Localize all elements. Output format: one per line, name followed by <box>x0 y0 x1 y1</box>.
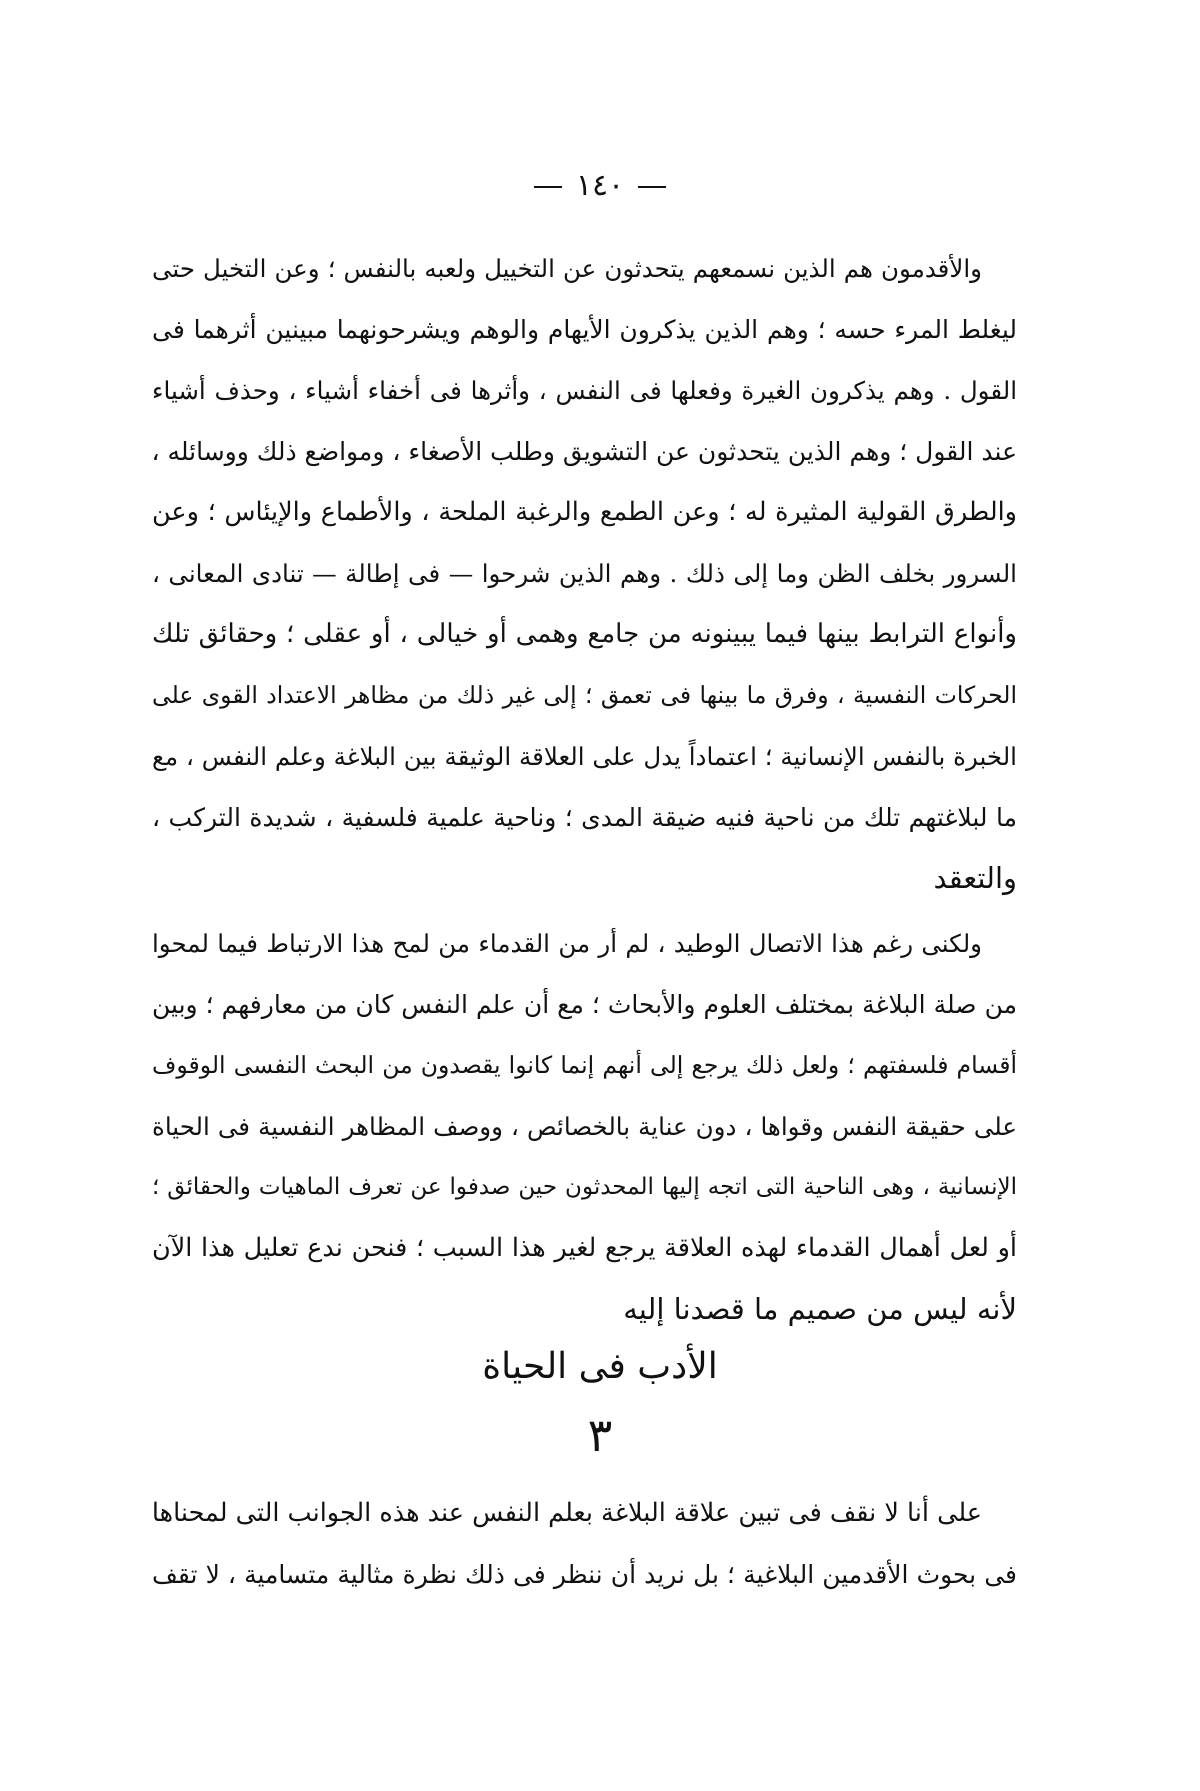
text-line: ما لبلاغتهم تلك من ناحية فنيه ضيقة المدى ؛ وناحية علمية فلسفية ، شديدة التركب ، <box>152 803 1017 832</box>
text-line: والأقدمون هم الذين نسمعهم يتحدثون عن التخييل ولعبه بالنفس ؛ وعن التخيل حتى <box>152 254 982 283</box>
text-line: ليغلط المرء حسه ؛ وهم الذين يذكرون الأيهام والوهم ويشرحونهما مبينين أثرهما فى <box>152 315 1017 344</box>
page-number-value: ١٤٠ <box>575 168 625 203</box>
text-line: على أنا لا نقف فى تبين علاقة البلاغة بعلم النفس عند هذه الجوانب التى لمحناها <box>151 1498 982 1528</box>
text-line: من صلة البلاغة بمختلف العلوم والأبحاث ؛ مع أن علم النفس كان من معارفهم ؛ وبين <box>152 990 1017 1019</box>
section-heading: الأدب فى الحياة <box>482 1346 718 1387</box>
section-number: ٣ <box>587 1408 613 1462</box>
text-line: الإنسانية ، وهى الناحية التى اتجه إليها المحدثون حين صدفوا عن تعرف الماهيات والحقائق ؛ <box>152 1174 1017 1200</box>
text-line: على حقيقة النفس وقواها ، دون عناية بالخصائص ، ووصف المظاهر النفسية فى الحياة <box>152 1112 1017 1141</box>
page-number-dash-right <box>638 186 666 188</box>
paragraph-3 <box>152 1483 1017 1605</box>
text-line: والتعقد <box>933 861 1017 895</box>
text-line: ولكنى رغم هذا الاتصال الوطيد ، لم أر من القدماء من لمح هذا الارتباط فيما لمحوا <box>152 929 982 958</box>
paragraph-1 <box>152 238 1017 909</box>
text-line: عند القول ؛ وهم الذين يتحدثون عن التشويق وطلب الأصغاء ، ومواضع ذلك ووسائله ، <box>151 437 1017 466</box>
page-number-dash-left <box>534 186 562 188</box>
text-line: أو لعل أهمال القدماء لهذه العلاقة يرجع لغير هذا السبب ؛ فنحن ندع تعليل هذا الآن <box>152 1233 1017 1263</box>
text-line: لأنه ليس من صميم ما قصدنا إليه <box>623 1292 1017 1326</box>
text-line: القول . وهم يذكرون الغيرة وفعلها فى النفس ، وأثرها فى أخفاء أشياء ، وحذف أشياء <box>152 376 1017 405</box>
text-line: فى بحوث الأقدمين البلاغية ؛ بل نريد أن ننظر فى ذلك نظرة مثالية متسامية ، لا تقف <box>152 1560 1017 1589</box>
page-number <box>0 166 1200 206</box>
text-line: السرور بخلف الظن وما إلى ذلك . وهم الذين شرحوا — فى إطالة — تنادى المعانى ، <box>152 559 1017 588</box>
text-line: والطرق القولية المثيرة له ؛ وعن الطمع والرغبة الملحة ، والأطماع والإيئاس ؛ وعن <box>152 497 1017 527</box>
text-line: الخبرة بالنفس الإنسانية ؛ اعتماداً يدل على العلاقة الوثيقة بين البلاغة وعلم النفس ، مع <box>152 742 1017 771</box>
text-line: وأنواع الترابط بينها فيما يبينونه من جامع وهمى أو خيالى ، أو عقلى ؛ وحقائق تلك <box>152 619 1017 649</box>
text-line: أقسام فلسفتهم ؛ ولعل ذلك يرجع إلى أنهم إنما كانوا يقصدون من البحث النفسى الوقوف <box>152 1051 1017 1079</box>
paragraph-2 <box>152 913 1017 1340</box>
text-line: الحركات النفسية ، وفرق ما بينها فى تعمق ؛ إلى غير ذلك من مظاهر الاعتداد القوى على <box>152 681 1017 709</box>
